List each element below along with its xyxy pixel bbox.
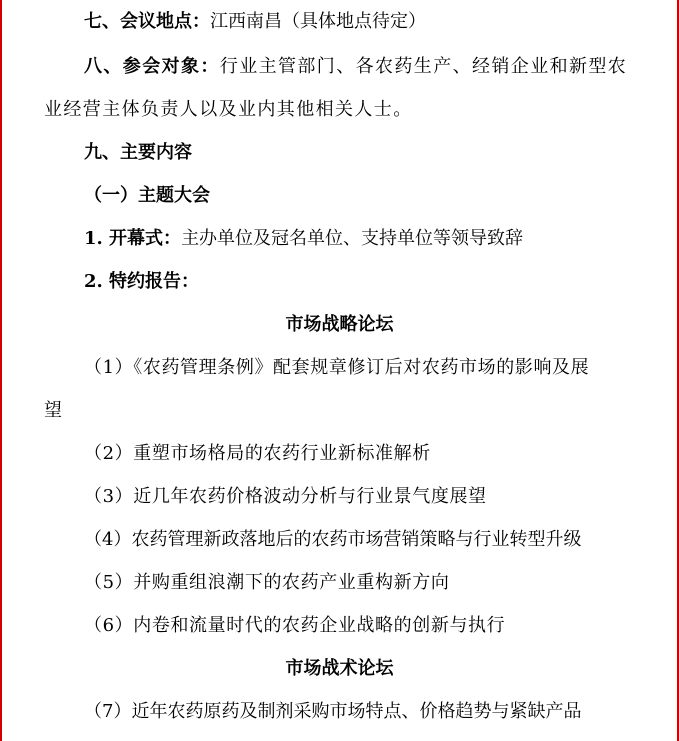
topic-7: （7）近年农药原药及制剂采购市场特点、价格趋势与紧缺产品 xyxy=(84,701,582,722)
topic-3: （3）近几年农药价格波动分析与行业景气度展望 xyxy=(84,486,487,507)
attendees-label: 八、参会对象： xyxy=(84,56,220,77)
topic-5: （5）并购重组浪潮下的农药产业重构新方向 xyxy=(84,572,450,593)
attendees-text-line1: 行业主管部门、各农药生产、经销企业和新型农 xyxy=(219,56,628,77)
special-report-label: 2. 特约报告： xyxy=(84,271,200,292)
topic-2: （2）重塑市场格局的农药行业新标准解析 xyxy=(84,443,431,464)
topic-6: （6）内卷和流量时代的农药企业战略的创新与执行 xyxy=(84,615,506,636)
opening-ceremony-text: 主办单位及冠名单位、支持单位等领导致辞 xyxy=(181,228,524,249)
meeting-location-text: 江西南昌（具体地点待定） xyxy=(210,11,426,32)
meeting-location-label: 七、会议地点： xyxy=(84,11,210,32)
attendees-line xyxy=(84,55,627,79)
attendees-text-line2: 业经营主体负责人以及业内其他相关人士。 xyxy=(44,99,413,120)
opening-ceremony-label: 1. 开幕式： xyxy=(84,228,182,249)
meeting-location-line xyxy=(84,10,426,34)
forum-title-tactics: 市场战术论坛 xyxy=(285,658,394,679)
topic-1-line2: 望 xyxy=(44,400,62,421)
topic-4: （4）农药管理新政落地后的农药市场营销策略与行业转型升级 xyxy=(84,529,582,550)
theme-conference-heading: （一）主题大会 xyxy=(84,185,210,206)
opening-ceremony-line xyxy=(84,227,523,251)
main-content-heading: 九、主要内容 xyxy=(84,142,192,163)
forum-title-strategy: 市场战略论坛 xyxy=(285,314,394,335)
topic-1-line1: （1）《农药管理条例》配套规章修订后对农药市场的影响及展 xyxy=(84,357,590,378)
